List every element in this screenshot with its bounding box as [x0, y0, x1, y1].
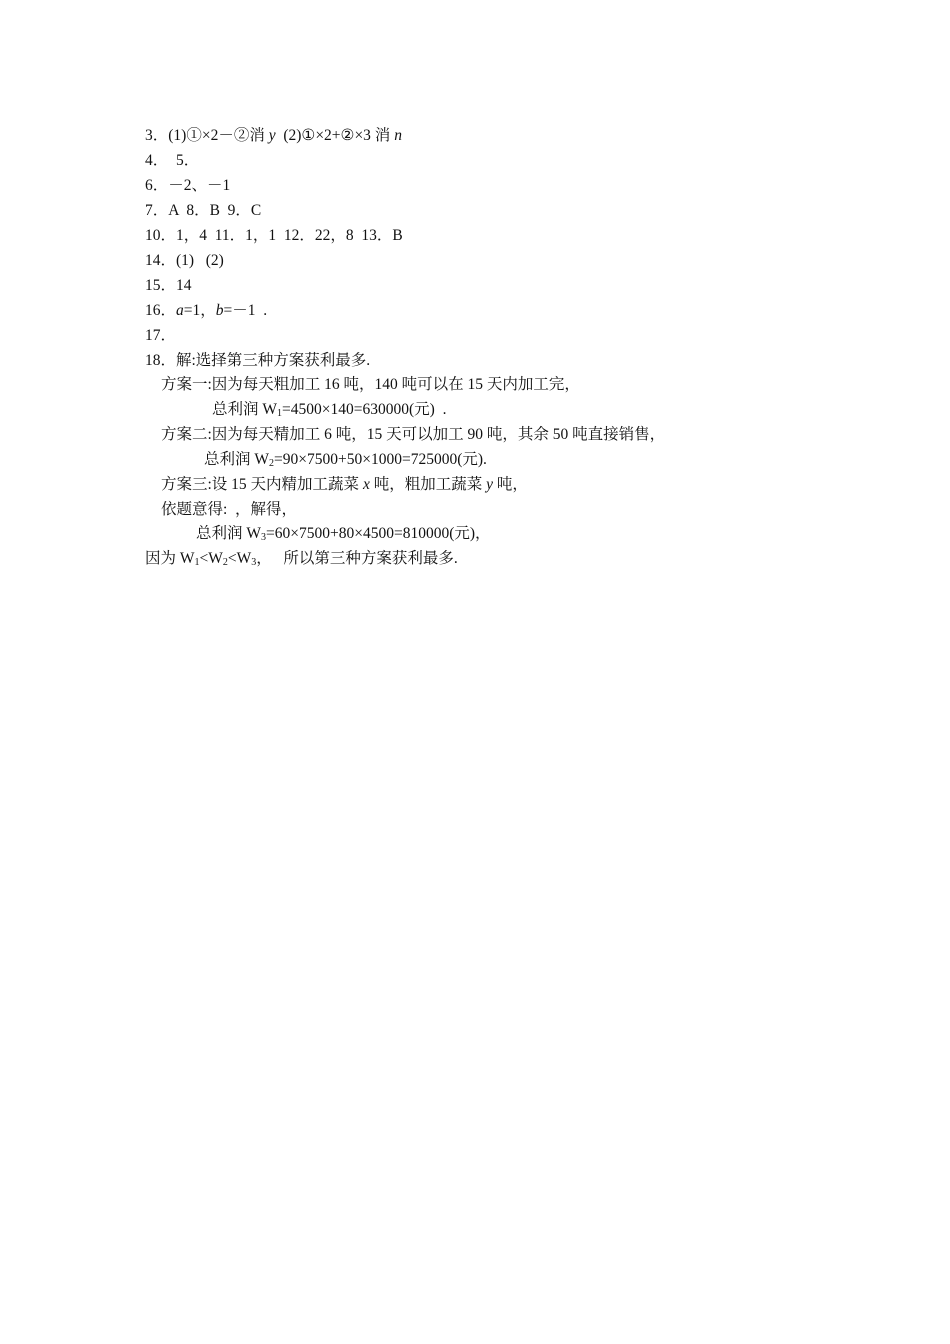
answer-16 — [145, 301, 267, 321]
conclusion-text-d: ， 所以第三种方案获利最多. — [256, 550, 458, 567]
plan-1-profit — [212, 400, 446, 420]
answer-18-heading: 18．解:选择第三种方案获利最多. — [145, 352, 371, 369]
plan-2-profit — [204, 450, 487, 470]
answer-3-var-y: y — [268, 127, 276, 144]
conclusion-sub-1: 1 — [194, 557, 200, 568]
answer-16-text-a: 16． — [145, 302, 177, 319]
conclusion-text-b: <W — [199, 550, 223, 567]
plan-1-description: 方案一:因为每天粗加工 16 吨，140 吨可以在 15 天内加工完， — [161, 376, 580, 393]
answer-3 — [145, 126, 402, 146]
plan-3-profit-subscript: 3 — [261, 532, 267, 543]
conclusion-sub-3: 3 — [251, 557, 257, 568]
answer-3-text-a: 3．(1)①×2－②消 — [145, 127, 269, 144]
plan-1-profit-subscript: 1 — [277, 408, 283, 419]
conclusion-text-c: <W — [227, 550, 252, 567]
answer-3-var-n: n — [394, 127, 402, 144]
answer-7-9: 7．A 8．B 9．C — [145, 202, 262, 219]
plan-3-profit — [196, 524, 491, 544]
plan-3-description — [161, 475, 528, 495]
plan-2-profit-formula: =90×7500+50×1000=725000(元). — [274, 451, 487, 468]
plan-3-condition: 依题意得: ，解得， — [161, 501, 298, 518]
plan-3-text-c: 吨， — [492, 476, 528, 493]
answer-4-5: 4． 5． — [145, 152, 200, 169]
answer-15: 15．14 — [145, 277, 192, 294]
plan-3-var-y: y — [486, 476, 493, 493]
answer-16-text-c: =－1 . — [223, 302, 268, 319]
answer-14: 14．(1) (2) — [145, 252, 224, 269]
plan-2-profit-subscript: 2 — [269, 458, 275, 469]
answer-6: 6．－2、－1 — [145, 177, 231, 194]
plan-2-profit-label: 总利润 W — [204, 451, 270, 468]
plan-3-var-x: x — [362, 476, 370, 493]
plan-3-text-b: 吨，粗加工蔬菜 — [369, 476, 487, 493]
answer-16-text-b: =1， — [183, 302, 216, 319]
answer-10-13: 10．1，4 11．1，1 12．22，8 13．B — [145, 227, 403, 244]
plan-3-profit-label: 总利润 W — [196, 525, 262, 542]
answer-16-var-a: a — [176, 302, 184, 319]
plan-1-profit-label: 总利润 W — [212, 401, 278, 418]
plan-1-profit-formula: =4500×140=630000(元) . — [282, 401, 447, 418]
conclusion-sub-2: 2 — [222, 557, 228, 568]
plan-3-text-a: 方案三:设 15 天内精加工蔬菜 — [161, 476, 363, 493]
conclusion — [145, 549, 458, 569]
answer-16-var-b: b — [215, 302, 224, 319]
plan-3-profit-formula: =60×7500+80×4500=810000(元)， — [266, 525, 491, 542]
answer-17: 17． — [145, 327, 177, 344]
conclusion-text-a: 因为 W — [145, 550, 195, 567]
answer-3-text-b: (2)①×2+②×3 消 — [275, 127, 395, 144]
plan-2-description: 方案二:因为每天精加工 6 吨，15 天可以加工 90 吨，其余 50 吨直接销售， — [161, 426, 666, 443]
